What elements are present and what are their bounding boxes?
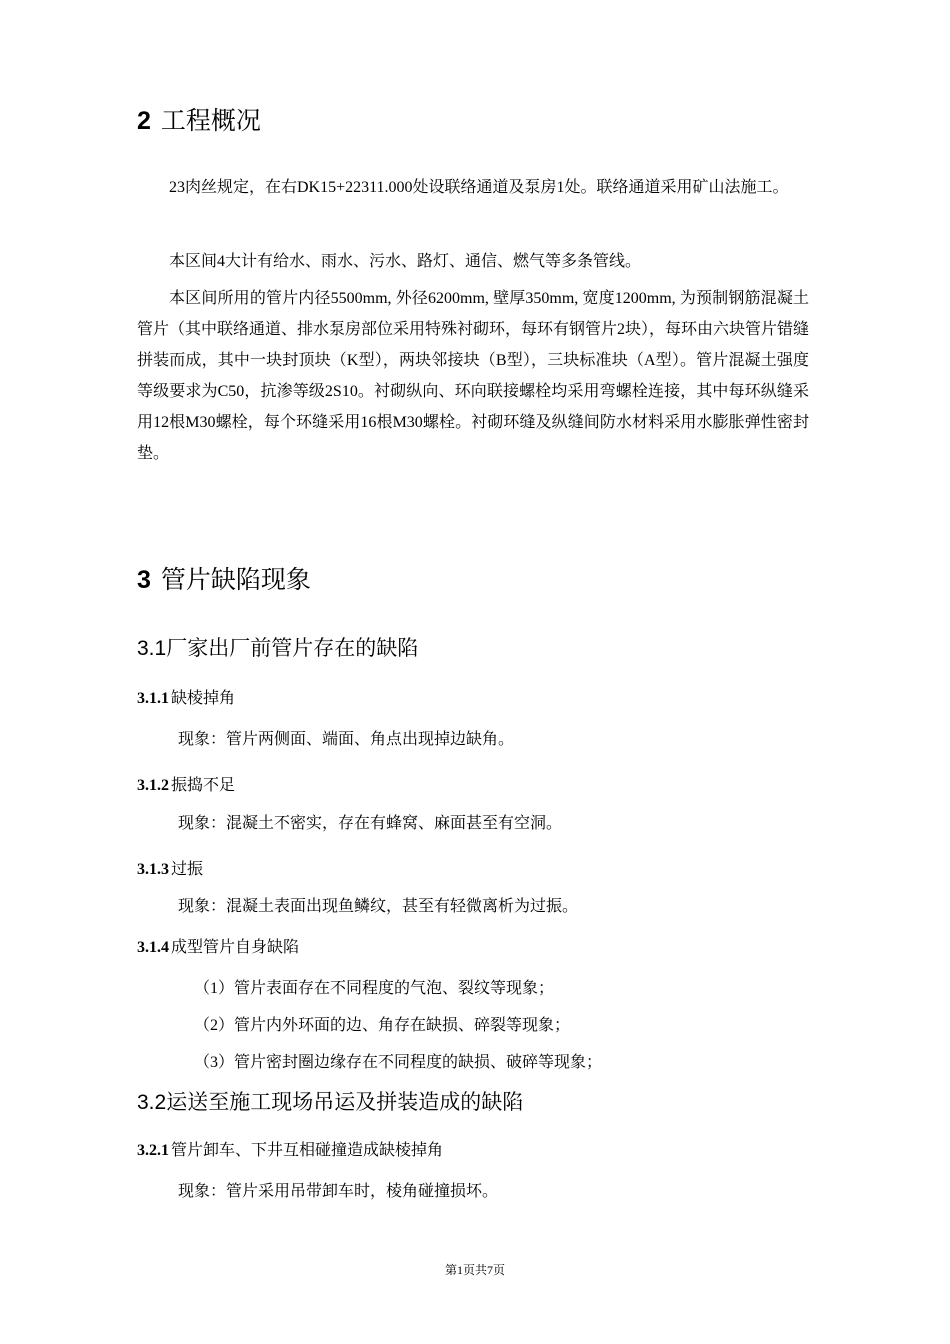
section-number: 2 — [137, 107, 151, 135]
subsection-title: 厂家出厂前管片存在的缺陷 — [166, 637, 419, 660]
subsection-title: 运送至施工现场吊运及拼装造成的缺陷 — [166, 1091, 524, 1114]
section-3-heading — [137, 565, 311, 595]
item-number: 3.1.2 — [137, 777, 169, 794]
item-title: 振捣不足 — [171, 777, 236, 794]
item-description: 现象：管片两侧面、端面、角点出现掉边缺角。 — [178, 731, 515, 748]
item-number: 3.2.1 — [137, 1142, 169, 1159]
section-2-heading — [137, 106, 261, 136]
item-3-1-2-heading — [137, 775, 235, 797]
item-title: 管片卸车、下井互相碰撞造成缺棱掉角 — [171, 1142, 444, 1159]
item-number: 3.1.1 — [137, 690, 169, 707]
subsection-3-2-heading — [137, 1090, 523, 1116]
page-footer: 第1页共7页 — [444, 1263, 505, 1277]
subsection-3-1-heading — [137, 636, 418, 662]
section-title: 管片缺陷现象 — [160, 566, 311, 594]
item-number: 3.1.4 — [137, 939, 169, 956]
subsection-number: 3.2 — [137, 1091, 167, 1114]
body-paragraph: 本区间所用的管片内径5500mm, 外径6200mm, 壁厚350mm, 宽度1200mm, 为预制钢筋混凝土管片（其中联络通道、排水泵房部位采用特殊衬砌环，每环有钢管片2块），每环由六块管片错缝拼装而成，其中一块封顶块（K型），两块邻接块（B型），三块标准块（A型）。管片混凝土强度等级要求为C50，抗渗等级2S10。衬砌纵向、环向联接螺栓均采用弯螺栓连接，其中每环纵缝采用12根M30螺栓，每个环缝采用16根M30螺栓。衬砌环缝及纵缝间防水材料采用水膨胀弹性密封垫。 — [137, 290, 810, 462]
list-item: （1）管片表面存在不同程度的气泡、裂纹等现象； — [194, 980, 555, 997]
item-description: 现象：混凝土表面出现鱼鳞纹，甚至有轻微离析为过振。 — [178, 898, 579, 915]
item-title: 成型管片自身缺陷 — [171, 939, 300, 956]
list-item: （3）管片密封圈边缘存在不同程度的缺损、破碎等现象； — [194, 1054, 603, 1071]
body-paragraph: 本区间4大计有给水、雨水、污水、路灯、通信、燃气等多条管线。 — [169, 253, 642, 270]
section-number: 3 — [137, 566, 151, 594]
section-title: 工程概况 — [160, 107, 261, 135]
item-description: 现象：管片采用吊带卸车时，棱角碰撞损坏。 — [178, 1183, 499, 1200]
item-number: 3.1.3 — [137, 861, 169, 878]
item-3-2-1-heading — [137, 1140, 443, 1162]
body-paragraph: 23肉丝规定，在右DK15+22311.000处设联络通道及泵房1处。联络通道采用矿山法施工。 — [169, 179, 789, 196]
subsection-number: 3.1 — [137, 637, 167, 660]
item-title: 过振 — [171, 861, 204, 878]
item-3-1-3-heading — [137, 859, 203, 881]
item-3-1-1-heading — [137, 688, 235, 710]
item-description: 现象：混凝土不密实，存在有蜂窝、麻面甚至有空洞。 — [178, 815, 563, 832]
item-title: 缺棱掉角 — [171, 690, 236, 707]
item-3-1-4-heading — [137, 937, 299, 959]
list-item: （2）管片内外环面的边、角存在缺损、碎裂等现象； — [194, 1017, 571, 1034]
